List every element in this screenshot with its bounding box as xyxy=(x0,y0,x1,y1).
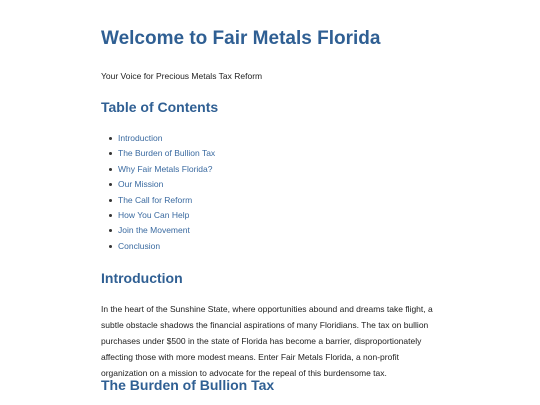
bullet-icon xyxy=(109,229,112,232)
bullet-icon xyxy=(109,245,112,248)
bullet-icon xyxy=(109,137,112,140)
toc-item-why xyxy=(118,164,215,179)
bullet-icon xyxy=(109,214,112,217)
toc-link-introduction[interactable]: Introduction xyxy=(118,133,163,143)
bullet-icon xyxy=(109,152,112,155)
toc-link-join[interactable]: Join the Movement xyxy=(118,225,190,236)
toc-link-conclusion[interactable]: Conclusion xyxy=(118,240,161,251)
toc-link-why[interactable]: Why Fair Metals Florida? xyxy=(118,163,213,174)
toc-item-conclusion xyxy=(118,241,215,256)
toc-item-burden xyxy=(118,148,215,163)
toc-item-reform xyxy=(118,195,215,210)
toc-list xyxy=(101,133,215,256)
toc-link-help[interactable]: How You Can Help xyxy=(118,209,190,220)
section-heading-introduction: Introduction xyxy=(101,270,183,286)
bullet-icon xyxy=(109,199,112,202)
page-title: Welcome to Fair Metals Florida xyxy=(101,28,381,49)
toc-link-burden[interactable]: The Burden of Bullion Tax xyxy=(118,148,216,159)
toc-item-introduction xyxy=(118,133,215,148)
introduction-paragraph: In the heart of the Sunshine State, where opportunities abound and dreams take flight, a subtle obstacle shadows the financial aspirations of many Floridians. The tax on bullion purchases under $500 in the state of Florida has become a barrier, disproportionately affecting those with more modest means. Enter Fair Metals Florida, a non-profit organization on a mission to advocate for the repeal of this burdensome tax. xyxy=(101,304,433,378)
toc-link-mission[interactable]: Our Mission xyxy=(118,179,164,190)
toc-item-help xyxy=(118,210,215,225)
tagline: Your Voice for Precious Metals Tax Reform xyxy=(101,71,263,81)
bullet-icon xyxy=(109,168,112,171)
toc-heading: Table of Contents xyxy=(101,99,219,115)
toc-link-reform[interactable]: The Call for Reform xyxy=(118,194,193,205)
toc-item-join xyxy=(118,225,215,240)
bullet-icon xyxy=(109,183,112,186)
toc-item-mission xyxy=(118,179,215,194)
section-heading-burden: The Burden of Bullion Tax xyxy=(101,377,275,393)
